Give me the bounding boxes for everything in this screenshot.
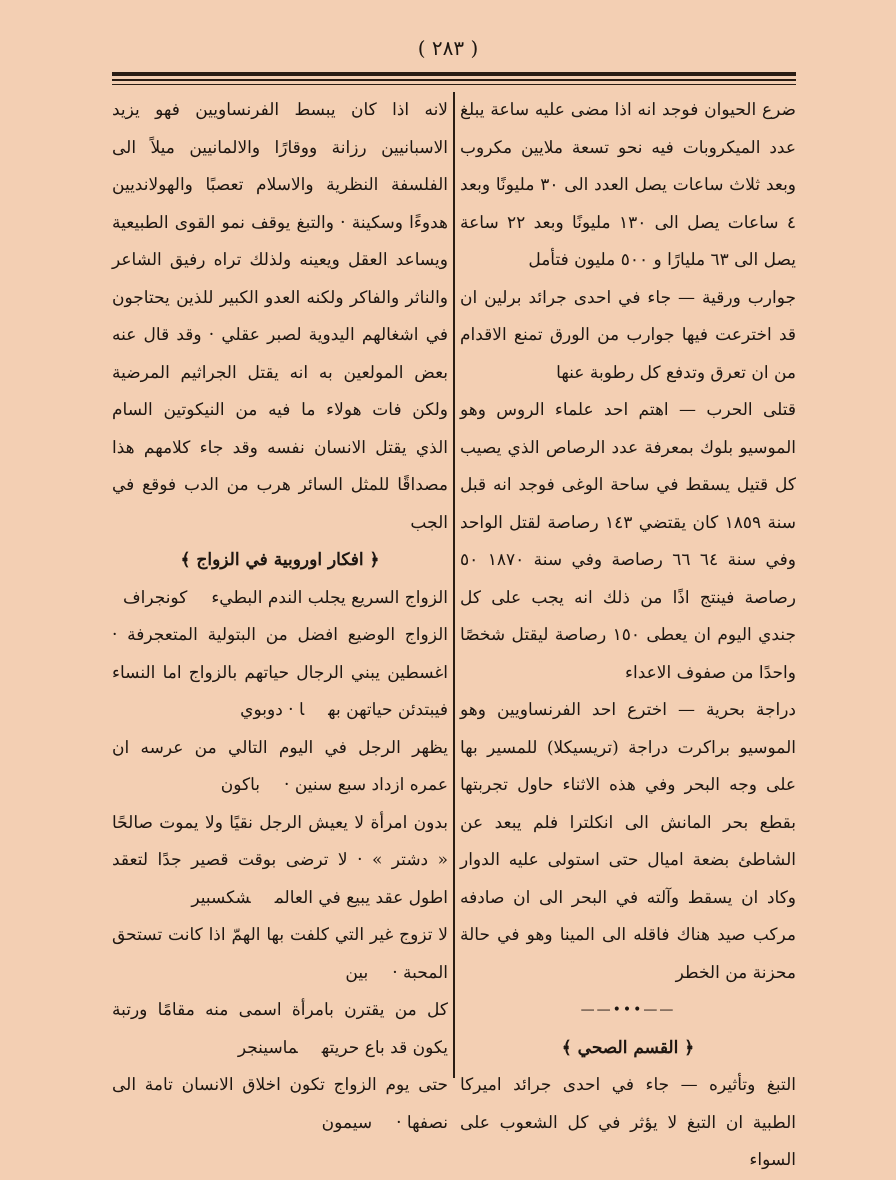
paragraph-text: ضرع الحيوان فوجد انه اذا مضى عليه ساعة يبلغ عدد الميكروبات فيه نحو تسعة ملايين مكروب وبعد ثلاث ساعات يصل العدد الى ٣٠ مليونًا وبعد ٤ ساعات يصل الى ١٣٠ مليونًا وبعد ٢٢ ساعة يصل الى ٦٣ مليارًا و ٥٠٠ مليون فتأمل bbox=[460, 100, 797, 270]
header-rule-thick bbox=[112, 72, 796, 76]
article-paragraph bbox=[112, 1067, 448, 1142]
quote-author: كونجراف bbox=[123, 587, 188, 608]
paragraph-text: يظهر الرجل في اليوم التالي من عرسه ان عمره ازداد سبع سنين · bbox=[112, 737, 448, 795]
article-paragraph bbox=[112, 580, 448, 618]
left-column bbox=[112, 92, 448, 1142]
article-paragraph bbox=[460, 280, 796, 393]
paragraph-text: قتلى الحرب — اهتم احد علماء الروس وهو الموسيو بلوك بمعرفة عدد الرصاص الذي يصيب كل قتيل يسقط في ساحة الوغى فوجد انه قبل سنة ١٨٥٩ كان يقتضي ١٤٣ رصاصة لقتل الواحد وفي سنة ٦٤ ٦٦ رصاصة وفي سنة ١٨٧٠ ٥٠ رصاصة فينتج اذًا من ذلك انه يجب على كل جندي اليوم ان يعطى ١٥٠ رصاصة ليقتل شخصًا واحدًا من صفوف الاعداء bbox=[460, 400, 797, 683]
paragraph-text: التبغ وتأثيره — جاء في احدى جرائد اميركا الطبية ان التبغ لا يؤثر في كل الشعوب على السواء bbox=[460, 1075, 796, 1170]
column-divider bbox=[453, 92, 455, 1078]
header-rule-thin bbox=[112, 84, 796, 85]
quote-author: ا · دوبوي bbox=[240, 700, 305, 720]
paragraph-text: حتى يوم الزواج تكون اخلاق الانسان تامة الى نصفها · bbox=[112, 1075, 448, 1133]
article-paragraph bbox=[460, 1067, 796, 1180]
article-paragraph bbox=[112, 617, 448, 730]
section-ornament: ——•••—— bbox=[580, 1002, 676, 1018]
section-heading: ﴿ افكار اوروبية في الزواج ﴾ bbox=[180, 550, 380, 570]
article-paragraph bbox=[112, 917, 448, 992]
right-column bbox=[460, 92, 796, 1180]
article-paragraph bbox=[112, 805, 448, 918]
header-rule-mid bbox=[112, 79, 796, 81]
paragraph-text: كل من يقترن بامرأة اسمى منه مقامًا ورتبة يكون قد باع حريته bbox=[112, 1000, 448, 1058]
article-paragraph bbox=[112, 992, 448, 1067]
article-paragraph bbox=[460, 92, 796, 280]
quote-author: شكسبير bbox=[191, 887, 251, 908]
quote-author: ماسينجر bbox=[237, 1037, 298, 1058]
paragraph-text: الزواج الوضيع افضل من البتولية المتعجرفة · اغسطين يبني الرجال حياتهم بالزواج اما النساء فيبتدئن حياتهن به bbox=[112, 625, 448, 720]
paragraph-text: جوارب ورقية — جاء في احدى جرائد برلين ان قد اخترعت فيها جوارب من الورق تمنع الاقدام من ان تعرق وتدفع كل رطوبة عنها bbox=[460, 287, 796, 383]
quote-author: سيمون bbox=[321, 1112, 373, 1133]
paragraph-text: الزواج السريع يجلب الندم البطيء bbox=[211, 587, 448, 608]
article-paragraph bbox=[112, 92, 448, 542]
paragraph-text: بدون امرأة لا يعيش الرجل نقيًا ولا يموت صالحًا « دشتر » · لا ترضى بوقت قصير جدًا لتعقد اطول عقد يبيع في العالم bbox=[112, 812, 448, 908]
article-paragraph bbox=[460, 392, 796, 692]
paragraph-text: لا تزوج غير التي كلفت بها الهمّ اذا كانت تستحق المحبة · bbox=[112, 925, 448, 983]
paragraph-text: لانه اذا كان يبسط الفرنساويين فهو يزيد الاسبانيين رزانة ووقارًا والالمانيين ميلاً الى الفلسفة النظرية والاسلام تعصبًا والهولانديين هدوءًا وسكينة · والتبغ يوقف نمو القوى الطبيعية ويساعد العقل ويعينه ولذلك تراه رفيق الشاعر والناثر والفاكر ولكنه العدو الكبير للذين يحتاجون في اشغالهم اليدوية لصبر عقلي · وقد قال عنه بعض المولعين به انه يقتل الجراثيم المرضية ولكن فات هولاء ما فيه من النيكوتين السام الذي يقتل الانسان نفسه وقد جاء كلامهم هذا مصداقًا للمثل السائر هرب من الدب فوقع في الجب bbox=[112, 100, 448, 533]
section-heading: ﴿ القسم الصحي ﴾ bbox=[561, 1037, 695, 1058]
quote-author: باكون bbox=[220, 775, 261, 795]
quote-author: بين bbox=[345, 962, 369, 983]
article-paragraph bbox=[460, 692, 796, 992]
page-number: ( ٢٨٣ ) bbox=[417, 36, 479, 60]
article-paragraph bbox=[112, 730, 448, 805]
paragraph-text: دراجة بحرية — اخترع احد الفرنساويين وهو الموسيو براكرت دراجة (تريسيكلا) للمسير بها على وجه البحر وفي هذه الاثناء حاول تجربتها بقطع بحر المانش الى انكلترا فلم يبعد عن الشاطئ بضعة اميال حتى استولى عليه الدوار وكاد ان يسقط وآلته في البحر الى ان صادفه مركب صيد هناك فاقله الى المينا وهو في حالة محزنة من الخطر bbox=[460, 700, 796, 983]
